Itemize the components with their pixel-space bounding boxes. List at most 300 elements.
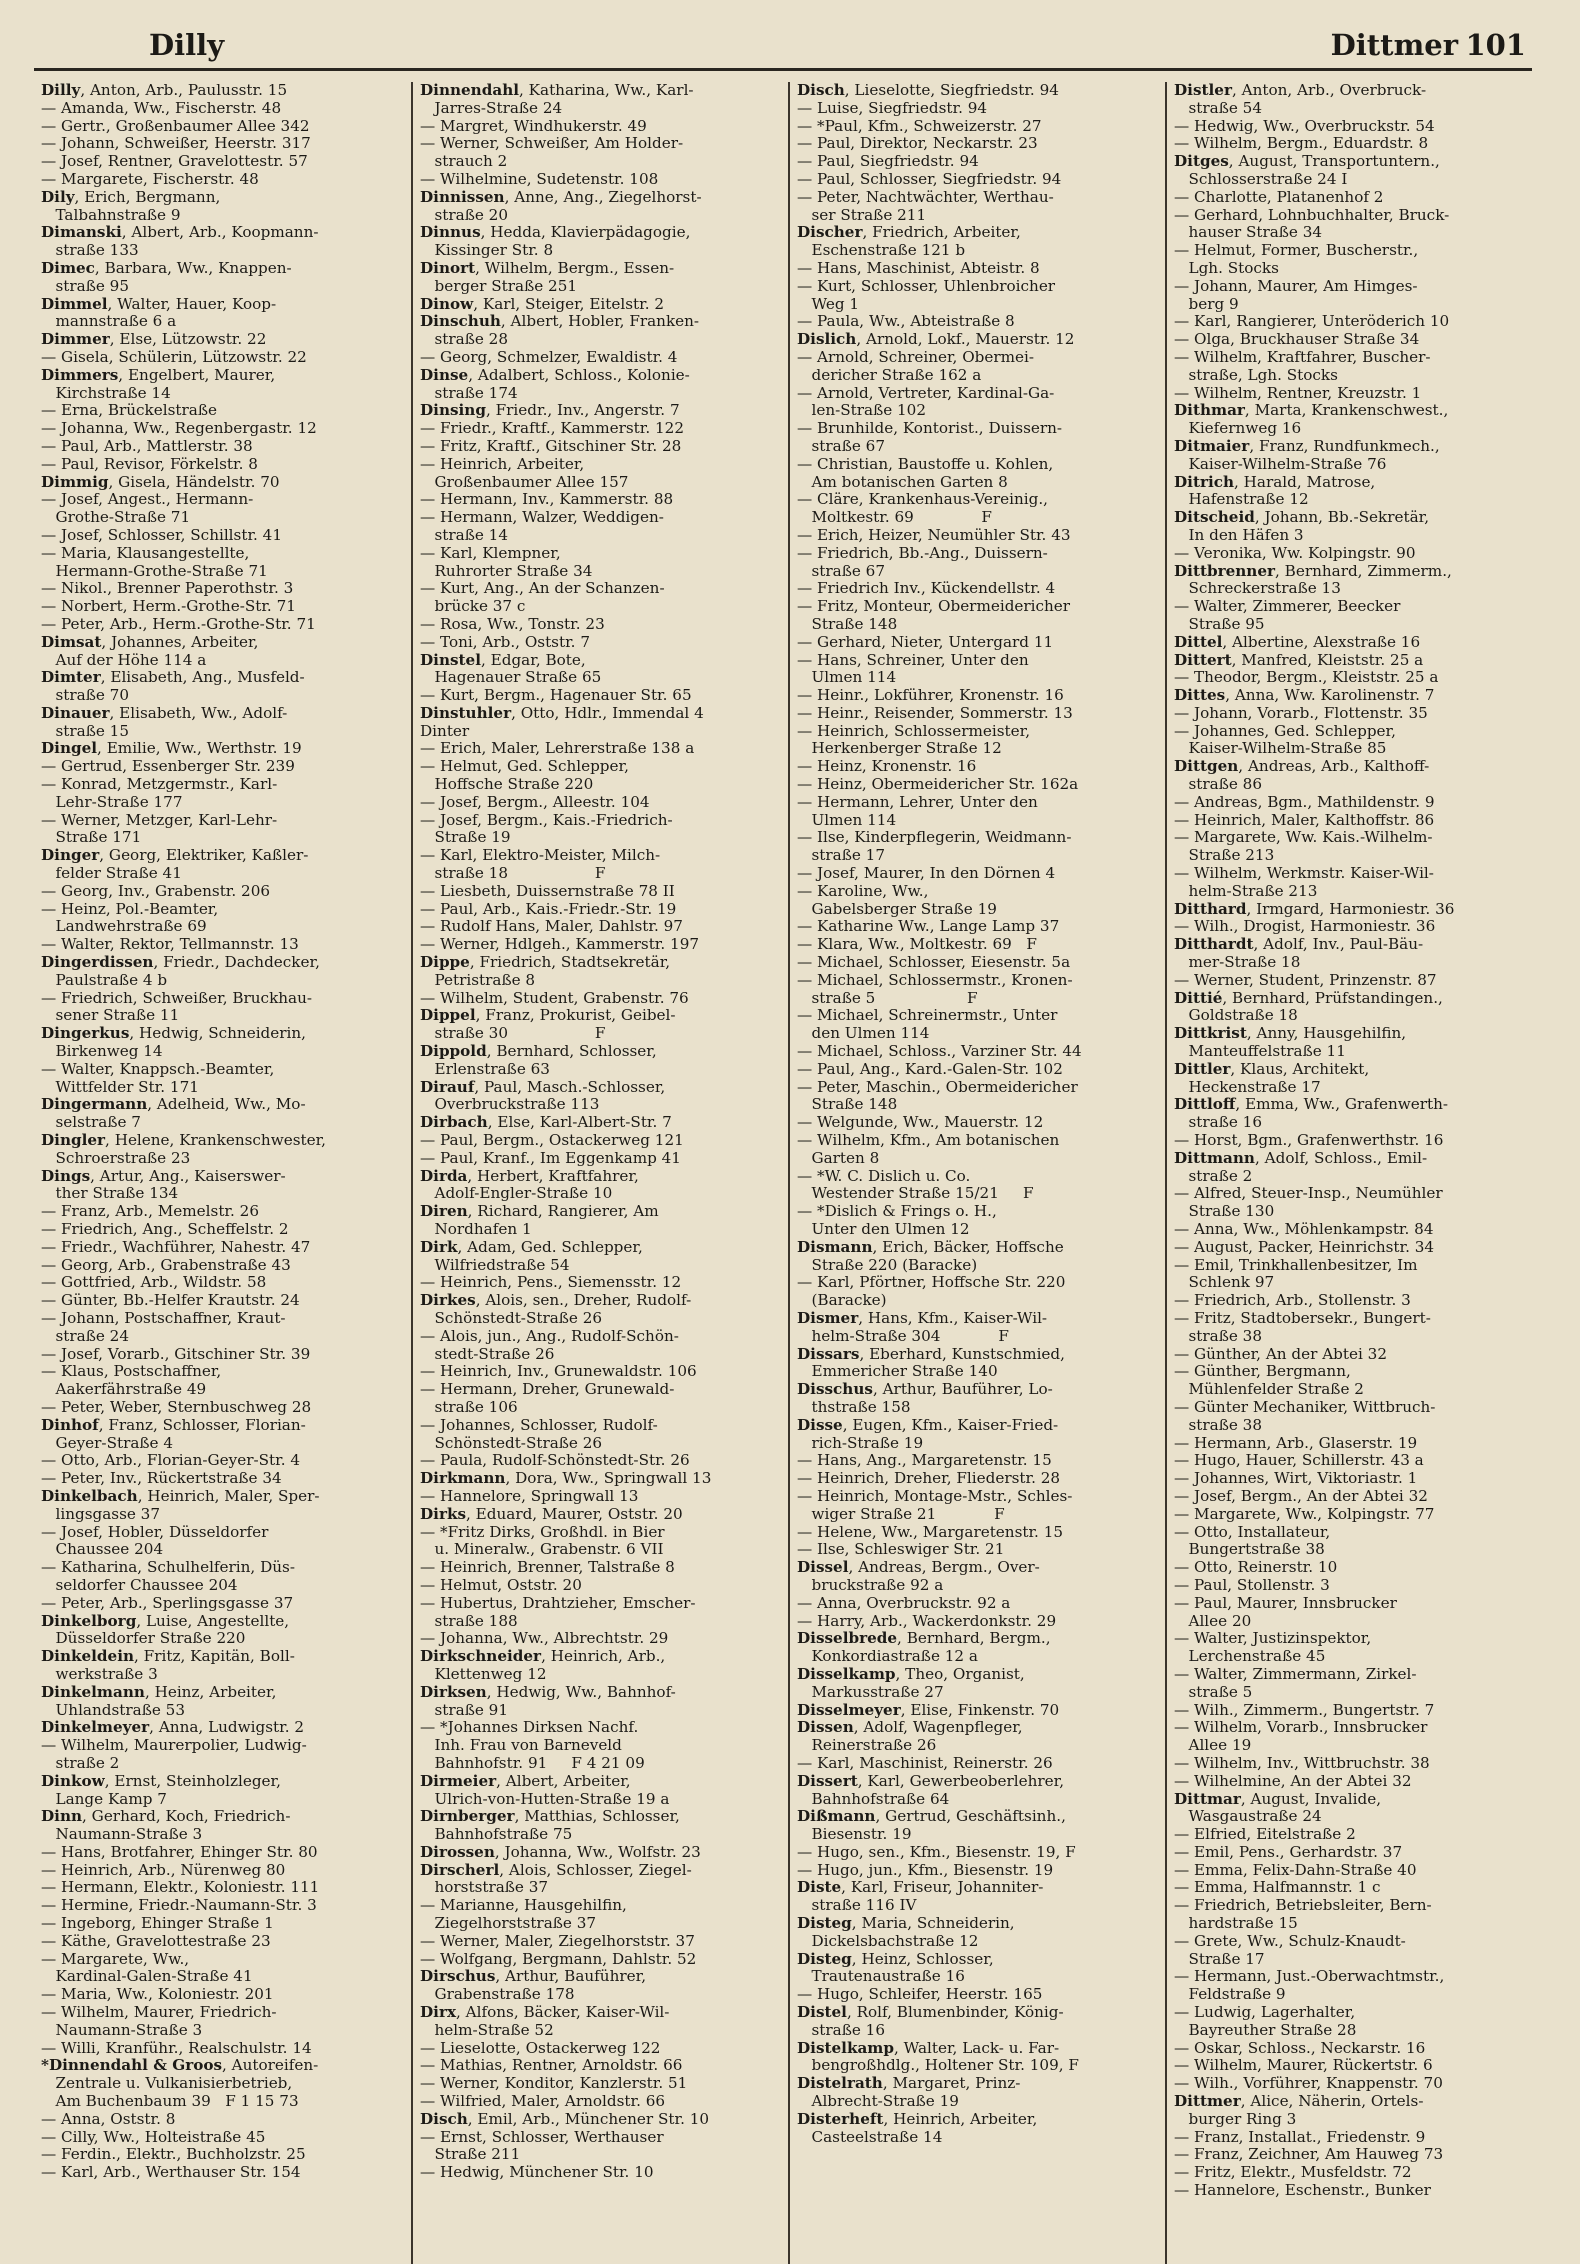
entry-line: Dislich, Arnold, Lokf., Mauerstr. 12: [797, 330, 1075, 349]
entry-line: — Friedrich, Schweißer, Bruckhau-: [41, 988, 313, 1007]
entry-line: — Karl, Elektro-Meister, Milch-: [420, 846, 661, 865]
entry-line: — Heinrich, Brenner, Talstraße 8: [420, 1558, 675, 1577]
entry-line: Disselmeyer, Elise, Finkenstr. 70: [797, 1700, 1060, 1719]
entry-line: Düsseldorfer Straße 220: [41, 1629, 246, 1648]
entry-line: hardstraße 15: [1174, 1914, 1298, 1933]
entry-line: Dittloff, Emma, Ww., Grafenwerth-: [1174, 1095, 1448, 1114]
entry-line: Allee 20: [1174, 1611, 1252, 1630]
entry-line: — Günther, An der Abtei 32: [1174, 1344, 1387, 1363]
entry-line: — Paul, Direktor, Neckarstr. 23: [797, 134, 1038, 153]
entry-line: Dinhof, Franz, Schlosser, Florian-: [41, 1415, 306, 1434]
entry-line: mannstraße 6 a: [41, 312, 177, 331]
entry-line: — Wilhelm, Vorarb., Innsbrucker: [1174, 1718, 1428, 1737]
entry-line: — Helmut, Former, Buscherstr.,: [1174, 241, 1419, 260]
entry-line: Dissert, Karl, Gewerbeoberlehrer,: [797, 1771, 1065, 1790]
entry-line: Ziegelhorststraße 37: [420, 1914, 597, 1933]
entry-line: — Josef, Angest., Hermann-: [41, 490, 254, 509]
entry-line: — Hermann, Inv., Kammerstr. 88: [420, 490, 674, 509]
entry-line: — Hermann, Dreher, Grunewald-: [420, 1380, 675, 1399]
entry-line: Dirkmann, Dora, Ww., Springwall 13: [420, 1469, 712, 1488]
entry-line: Ditscheid, Johann, Bb.-Sekretär,: [1174, 508, 1430, 527]
entry-line: — Heinrich, Schlossermeister,: [797, 721, 1031, 740]
entry-line: Distelrath, Margaret, Prinz-: [797, 2074, 1021, 2093]
entry-line: — Hedwig, Münchener Str. 10: [420, 2163, 654, 2182]
entry-line: — Heinrich, Inv., Grunewaldstr. 106: [420, 1362, 697, 1381]
entry-line: Dissel, Andreas, Bergm., Over-: [797, 1558, 1040, 1577]
entry-line: Petristraße 8: [420, 970, 536, 989]
entry-line: — Margarete, Ww. Kais.-Wilhelm-: [1174, 828, 1433, 847]
entry-line: Am Buchenbaum 39 F 1 15 73: [41, 2092, 299, 2111]
entry-line: — Günter, Bb.-Helfer Krautstr. 24: [41, 1291, 300, 1310]
entry-line: — Wilhelm, Student, Grabenstr. 76: [420, 988, 689, 1007]
entry-line: — Friedrich, Arb., Stollenstr. 3: [1174, 1291, 1411, 1310]
entry-line: Mühlenfelder Straße 2: [1174, 1380, 1364, 1399]
entry-line: — Johanna, Ww., Albrechtstr. 29: [420, 1629, 669, 1648]
entry-line: lingsgasse 37: [41, 1504, 161, 1523]
entry-line: Straße 220 (Baracke): [797, 1255, 978, 1274]
entry-line: — Johannes, Wirt, Viktoriastr. 1: [1174, 1469, 1418, 1488]
entry-line: — Werner, Konditor, Kanzlerstr. 51: [420, 2074, 688, 2093]
entry-line: — Hugo, sen., Kfm., Biesenstr. 19, F: [797, 1842, 1076, 1861]
entry-line: — Johann, Postschaffner, Kraut-: [41, 1308, 286, 1327]
entry-line: Straße 211: [420, 2145, 521, 2164]
entry-line: — Mathias, Rentner, Arnoldstr. 66: [420, 2056, 683, 2075]
entry-line: — Karl, Pförtner, Hoffsche Str. 220: [797, 1273, 1066, 1292]
entry-line: Weg 1: [797, 294, 860, 313]
entry-line: — Johann, Schweißer, Heerstr. 317: [41, 134, 311, 153]
entry-line: — Emil, Pens., Gerhardstr. 37: [1174, 1842, 1403, 1861]
entry-line: — Willi, Kranführ., Realschulstr. 14: [41, 2038, 312, 2057]
entry-line: — Kurt, Ang., An der Schanzen-: [420, 579, 665, 598]
entry-line: Dittel, Albertine, Alexstraße 16: [1174, 632, 1421, 651]
entry-line: (Baracke): [797, 1291, 887, 1310]
entry-line: straße 91: [420, 1700, 508, 1719]
entry-line: Gabelsberger Straße 19: [797, 899, 997, 918]
entry-line: Dittmann, Adolf, Schloss., Emil-: [1174, 1148, 1428, 1167]
entry-line: — Ingeborg, Ehinger Straße 1: [41, 1914, 274, 1933]
entry-line: — Hans, Maschinist, Abteistr. 8: [797, 258, 1040, 277]
entry-line: Manteuffelstraße 11: [1174, 1042, 1346, 1061]
entry-line: — Hans, Ang., Margaretenstr. 15: [797, 1451, 1052, 1470]
entry-line: — Werner, Metzger, Karl-Lehr-: [41, 810, 278, 829]
entry-line: — Hubertus, Drahtzieher, Emscher-: [420, 1593, 696, 1612]
entry-line: berger Straße 251: [420, 276, 578, 295]
entry-line: — Wilhelmine, An der Abtei 32: [1174, 1771, 1412, 1790]
entry-line: — Margret, Windhukerstr. 49: [420, 116, 647, 135]
entry-line: Ruhrorter Straße 34: [420, 561, 593, 580]
entry-line: Hafenstraße 12: [1174, 490, 1309, 509]
entry-line: Klettenweg 12: [420, 1664, 547, 1683]
entry-line: — Helmut, Oststr. 20: [420, 1575, 582, 1594]
entry-line: Dingler, Helene, Krankenschwester,: [41, 1131, 326, 1150]
entry-line: — Gisela, Schülerin, Lützowstr. 22: [41, 347, 307, 366]
entry-line: len-Straße 102: [797, 401, 927, 420]
entry-line: — Hugo, Schleifer, Heerstr. 165: [797, 1985, 1043, 2004]
entry-line: — Gottfried, Arb., Wildstr. 58: [41, 1273, 267, 1292]
entry-line: Dirossen, Johanna, Ww., Wolfstr. 23: [420, 1842, 701, 1861]
column-1: [34, 82, 411, 2264]
entry-line: — Fritz, Elektr., Musfeldstr. 72: [1174, 2163, 1412, 2182]
entry-line: — Erich, Heizer, Neumühler Str. 43: [797, 525, 1071, 544]
entry-line: — Werner, Maler, Ziegelhorststr. 37: [420, 1931, 695, 1950]
entry-line: stedt-Straße 26: [420, 1344, 555, 1363]
entry-line: — Heinz, Pol.-Beamter,: [41, 899, 219, 918]
entry-line: straße 30 F: [420, 1024, 606, 1043]
entry-line: Grothe-Straße 71: [41, 508, 191, 527]
entry-line: — Paul, Bergm., Ostackerweg 121: [420, 1131, 684, 1150]
entry-line: — Josef, Bergm., Alleestr. 104: [420, 792, 650, 811]
entry-line: — Peter, Inv., Rückertstraße 34: [41, 1469, 282, 1488]
entry-line: — Wilhelm, Bergm., Eduardstr. 8: [1174, 134, 1429, 153]
entry-line: straße 17: [797, 846, 885, 865]
entry-line: Distelkamp, Walter, Lack- u. Far-: [797, 2038, 1060, 2057]
entry-line: Dingel, Emilie, Ww., Werthstr. 19: [41, 739, 302, 758]
entry-line: — Wilh., Zimmerm., Bungertstr. 7: [1174, 1700, 1435, 1719]
entry-line: Lgh. Stocks: [1174, 258, 1279, 277]
entry-line: Westender Straße 15/21 F: [797, 1184, 1034, 1203]
entry-line: Landwehrstraße 69: [41, 917, 207, 936]
entry-line: — Franz, Arb., Memelstr. 26: [41, 1202, 259, 1221]
entry-line: Kirchstraße 14: [41, 383, 171, 402]
entry-line: Dinter: [420, 721, 470, 740]
entry-line: bengroßhdlg., Holtener Str. 109, F: [797, 2056, 1079, 2075]
entry-line: — Margarete, Ww.,: [41, 1949, 190, 1968]
entry-line: brücke 37 c: [420, 597, 526, 616]
entry-line: Dinnus, Hedda, Klavierpädagogie,: [420, 223, 691, 242]
entry-line: — Josef, Schlosser, Schillstr. 41: [41, 525, 283, 544]
entry-line: — Veronika, Ww. Kolpingstr. 90: [1174, 543, 1416, 562]
entry-line: — Johann, Vorarb., Flottenstr. 35: [1174, 703, 1428, 722]
entry-line: — Paula, Ww., Abteistraße 8: [797, 312, 1015, 331]
entry-line: — Hugo, Hauer, Schillerstr. 43 a: [1174, 1451, 1424, 1470]
entry-line: Straße 171: [41, 828, 142, 847]
entry-line: Goldstraße 18: [1174, 1006, 1298, 1025]
entry-line: Hoffsche Straße 220: [420, 775, 594, 794]
entry-line: — Heinrich, Arb., Nürenweg 80: [41, 1860, 286, 1879]
entry-line: — Klaus, Postschaffner,: [41, 1362, 222, 1381]
entry-line: werkstraße 3: [41, 1664, 158, 1683]
entry-line: Ditthardt, Adolf, Inv., Paul-Bäu-: [1174, 935, 1424, 954]
entry-line: — Wilh., Drogist, Harmoniestr. 36: [1174, 917, 1436, 936]
entry-line: — Hermann, Walzer, Weddigen-: [420, 508, 664, 527]
entry-line: — Paul, Schlosser, Siegfriedstr. 94: [797, 169, 1062, 188]
entry-line: *Dinnendahl & Groos, Autoreifen-: [41, 2056, 319, 2075]
entry-line: — Walter, Zimmerer, Beecker: [1174, 597, 1401, 616]
entry-line: Diren, Richard, Rangierer, Am: [420, 1202, 659, 1221]
entry-line: — Ilse, Kinderpflegerin, Weidmann-: [797, 828, 1072, 847]
entry-line: — Walter, Zimmermann, Zirkel-: [1174, 1664, 1417, 1683]
entry-line: straße 86: [1174, 775, 1262, 794]
entry-line: — *Fritz Dirks, Großhdl. in Bier: [420, 1522, 665, 1541]
entry-line: Hagenauer Straße 65: [420, 668, 602, 687]
entry-line: — Hannelore, Eschenstr., Bunker: [1174, 2181, 1431, 2200]
entry-line: Zentrale u. Vulkanisierbetrieb,: [41, 2074, 293, 2093]
entry-line: straße 70: [41, 686, 129, 705]
entry-line: — Fritz, Stadtobersekr., Bungert-: [1174, 1308, 1431, 1327]
entry-line: Dinstuhler, Otto, Hdlr., Immendal 4: [420, 703, 704, 722]
entry-line: — Theodor, Bergm., Kleiststr. 25 a: [1174, 668, 1439, 687]
entry-line: — Heinrich, Pens., Siemensstr. 12: [420, 1273, 682, 1292]
entry-line: Ditmaier, Franz, Rundfunkmech.,: [1174, 436, 1440, 455]
entry-line: Hermann-Grothe-Straße 71: [41, 561, 268, 580]
entry-line: — Karl, Maschinist, Reinerstr. 26: [797, 1753, 1053, 1772]
entry-line: — Josef, Hobler, Düsseldorfer: [41, 1522, 269, 1541]
entry-line: — Heinz, Obermeidericher Str. 162a: [797, 775, 1079, 794]
entry-line: Herkenberger Straße 12: [797, 739, 1002, 758]
entry-line: — Georg, Inv., Grabenstr. 206: [41, 881, 271, 900]
entry-line: Dilly, Anton, Arb., Paulusstr. 15: [41, 82, 288, 99]
entry-line: Dirschus, Arthur, Bauführer,: [420, 1967, 647, 1986]
entry-line: — Peter, Maschin., Obermeidericher: [797, 1077, 1078, 1096]
entry-line: helm-Straße 213: [1174, 881, 1318, 900]
entry-line: Straße 148: [797, 614, 898, 633]
entry-line: Dirnberger, Matthias, Schlosser,: [420, 1807, 680, 1826]
entry-line: — Friedrich, Betriebsleiter, Bern-: [1174, 1896, 1432, 1915]
entry-line: Dinort, Wilhelm, Bergm., Essen-: [420, 258, 675, 277]
entry-line: — Emma, Halfmannstr. 1 c: [1174, 1878, 1381, 1897]
entry-line: — Gerhard, Lohnbuchhalter, Bruck-: [1174, 205, 1450, 224]
entry-line: Kiefernweg 16: [1174, 419, 1302, 438]
entry-line: — Hermann, Just.-Oberwachtmstr.,: [1174, 1967, 1445, 1986]
entry-line: — Karl, Rangierer, Unteröderich 10: [1174, 312, 1450, 331]
entry-line: Dimter, Elisabeth, Ang., Musfeld-: [41, 668, 305, 687]
entry-line: — Otto, Installateur,: [1174, 1522, 1331, 1541]
entry-line: Dirmeier, Albert, Arbeiter,: [420, 1771, 631, 1790]
entry-line: — Ludwig, Lagerhalter,: [1174, 2003, 1356, 2022]
entry-line: straße 18 F: [420, 864, 606, 883]
entry-line: Dinse, Adalbert, Schloss., Kolonie-: [420, 365, 690, 384]
entry-line: — Hugo, jun., Kfm., Biesenstr. 19: [797, 1860, 1054, 1879]
entry-line: burger Ring 3: [1174, 2109, 1297, 2128]
entry-line: straße 67: [797, 436, 885, 455]
entry-line: Bahnhofstr. 91 F 4 21 09: [420, 1753, 645, 1772]
entry-line: straße 16: [797, 2020, 885, 2039]
entry-line: Disteg, Heinz, Schlosser,: [797, 1949, 994, 1968]
entry-line: Distel, Rolf, Blumenbinder, König-: [797, 2003, 1064, 2022]
entry-line: thstraße 158: [797, 1397, 911, 1416]
entry-line: Dinstel, Edgar, Bote,: [420, 650, 586, 669]
entry-line: Lerchenstraße 45: [1174, 1647, 1326, 1666]
entry-line: — *W. C. Dislich u. Co.: [797, 1166, 971, 1185]
entry-line: Großenbaumer Allee 157: [420, 472, 629, 491]
entry-line: — August, Packer, Heinrichstr. 34: [1174, 1237, 1435, 1256]
entry-line: — Karl, Arb., Werthauser Str. 154: [41, 2163, 301, 2182]
entry-line: Distler, Anton, Arb., Overbruck-: [1174, 82, 1427, 99]
entry-line: Dittler, Klaus, Architekt,: [1174, 1059, 1370, 1078]
entry-line: — Christian, Baustoffe u. Kohlen,: [797, 454, 1054, 473]
entry-line: Disse, Eugen, Kfm., Kaiser-Fried-: [797, 1415, 1059, 1434]
entry-line: — Hans, Schreiner, Unter den: [797, 650, 1029, 669]
entry-line: — *Paul, Kfm., Schweizerstr. 27: [797, 116, 1042, 135]
entry-line: Disch, Lieselotte, Siegfriedstr. 94: [797, 82, 1059, 99]
entry-line: Allee 19: [1174, 1736, 1252, 1755]
entry-line: — Johannes, Ged. Schlepper,: [1174, 721, 1396, 740]
entry-line: Casteelstraße 14: [797, 2127, 943, 2146]
entry-line: Straße 148: [797, 1095, 898, 1114]
entry-line: Ditthard, Irmgard, Harmoniestr. 36: [1174, 899, 1455, 918]
entry-line: Ditrich, Harald, Matrose,: [1174, 472, 1376, 491]
entry-line: — Paul, Ang., Kard.-Galen-Str. 102: [797, 1059, 1063, 1078]
entry-line: — Hermann, Arb., Glaserstr. 19: [1174, 1433, 1418, 1452]
entry-line: Disteg, Maria, Schneiderin,: [797, 1914, 1015, 1933]
entry-line: Kaiser-Wilhelm-Straße 76: [1174, 454, 1387, 473]
entry-line: — Walter, Rektor, Tellmannstr. 13: [41, 935, 299, 954]
entry-line: selstraße 7: [41, 1113, 141, 1132]
entry-line: — Michael, Schreinermstr., Unter: [797, 1006, 1058, 1025]
entry-line: straße 116 IV: [797, 1896, 917, 1915]
entry-line: Kaiser-Wilhelm-Straße 85: [1174, 739, 1387, 758]
entry-line: — Marianne, Hausgehilfin,: [420, 1896, 627, 1915]
entry-line: Dily, Erich, Bergmann,: [41, 187, 221, 206]
entry-line: Straße 19: [420, 828, 511, 847]
entry-line: Adolf-Engler-Straße 10: [420, 1184, 613, 1203]
entry-line: sener Straße 11: [41, 1006, 180, 1025]
entry-line: Markusstraße 27: [797, 1682, 944, 1701]
entry-line: Garten 8: [797, 1148, 880, 1167]
entry-line: — Maria, Klausangestellte,: [41, 543, 250, 562]
entry-line: straße 24: [41, 1326, 129, 1345]
entry-line: straße 5: [1174, 1682, 1253, 1701]
entry-line: Auf der Höhe 114 a: [41, 650, 207, 669]
entry-line: strauch 2: [420, 152, 508, 171]
entry-line: — Katharine Ww., Lange Lamp 37: [797, 917, 1060, 936]
entry-line: — Gertr., Großenbaumer Allee 342: [41, 116, 310, 135]
entry-line: — Rosa, Ww., Tonstr. 23: [420, 614, 605, 633]
entry-line: Dirscherl, Alois, Schlosser, Ziegel-: [420, 1860, 692, 1879]
entry-line: — Karl, Klempner,: [420, 543, 561, 562]
entry-line: straße 15: [41, 721, 129, 740]
entry-line: — Heinz, Kronenstr. 16: [797, 757, 977, 776]
entry-line: helm-Straße 304 F: [797, 1326, 1009, 1345]
entry-line: Moltkestr. 69 F: [797, 508, 992, 527]
column-3: [788, 82, 1165, 2264]
entry-line: straße 106: [420, 1397, 518, 1416]
entry-line: Schroerstraße 23: [41, 1148, 191, 1167]
entry-line: — Wilhelm, Inv., Wittbruchstr. 38: [1174, 1753, 1430, 1772]
entry-line: — Klara, Ww., Moltkestr. 69 F: [797, 935, 1037, 954]
entry-line: — Andreas, Bgm., Mathildenstr. 9: [1174, 792, 1435, 811]
entry-line: — Franz, Installat., Friedenstr. 9: [1174, 2127, 1426, 2146]
entry-line: — Walter, Knappsch.-Beamter,: [41, 1059, 275, 1078]
entry-line: Disschus, Arthur, Bauführer, Lo-: [797, 1380, 1053, 1399]
entry-line: berg 9: [1174, 294, 1239, 313]
entry-line: straße 20: [420, 205, 508, 224]
entry-line: Grabenstraße 178: [420, 1985, 575, 2004]
entry-line: — Fritz, Kraftf., Gitschiner Str. 28: [420, 436, 682, 455]
entry-line: Dings, Artur, Ang., Kaiserswer-: [41, 1166, 286, 1185]
entry-line: straße 14: [420, 525, 508, 544]
entry-line: Dirda, Herbert, Kraftfahrer,: [420, 1166, 639, 1185]
entry-line: Discher, Friedrich, Arbeiter,: [797, 223, 1021, 242]
entry-line: — Michael, Schlossermstr., Kronen-: [797, 970, 1073, 989]
entry-line: — Hannelore, Springwall 13: [420, 1486, 639, 1505]
entry-line: — Hans, Brotfahrer, Ehinger Str. 80: [41, 1842, 318, 1861]
entry-line: Biesenstr. 19: [797, 1825, 912, 1844]
entry-line: — Paul, Siegfriedstr. 94: [797, 152, 979, 171]
entry-line: Dinschuh, Albert, Hobler, Franken-: [420, 312, 700, 331]
entry-line: Dittbrenner, Bernhard, Zimmerm.,: [1174, 561, 1452, 580]
entry-line: Ditges, August, Transportuntern.,: [1174, 152, 1440, 171]
entry-line: — Wilhelm, Werkmstr. Kaiser-Wil-: [1174, 864, 1434, 883]
entry-line: straße 174: [420, 383, 518, 402]
entry-line: — Käthe, Gravelottestraße 23: [41, 1931, 271, 1950]
entry-line: straße 38: [1174, 1326, 1262, 1345]
entry-line: Uhlandstraße 53: [41, 1700, 185, 1719]
entry-line: mer-Straße 18: [1174, 953, 1301, 972]
entry-line: Aakerfährstraße 49: [41, 1380, 207, 1399]
entry-line: Dinger, Georg, Elektriker, Kaßler-: [41, 846, 309, 865]
entry-line: Schlosserstraße 24 I: [1174, 169, 1348, 188]
entry-line: Dinsing, Friedr., Inv., Angerstr. 7: [420, 401, 680, 420]
entry-line: — Wilhelm, Maurer, Rückertstr. 6: [1174, 2056, 1433, 2075]
entry-line: — Heinr., Reisender, Sommerstr. 13: [797, 703, 1073, 722]
entry-line: — Friedrich, Bb.-Ang., Duissern-: [797, 543, 1048, 562]
entry-line: — Heinrich, Montage-Mstr., Schles-: [797, 1486, 1073, 1505]
entry-line: Dinkelborg, Luise, Angestellte,: [41, 1611, 290, 1630]
entry-line: Dinkeldein, Fritz, Kapitän, Boll-: [41, 1647, 295, 1666]
entry-line: — Brunhilde, Kontorist., Duissern-: [797, 419, 1063, 438]
entry-line: Bahnhofstraße 75: [420, 1825, 573, 1844]
entry-line: Schlenk 97: [1174, 1273, 1275, 1292]
entry-line: Dißmann, Gertrud, Geschäftsinh.,: [797, 1807, 1066, 1826]
entry-line: — Josef, Vorarb., Gitschiner Str. 39: [41, 1344, 311, 1363]
entry-line: Nordhafen 1: [420, 1220, 532, 1238]
entry-line: straße 38: [1174, 1415, 1262, 1434]
entry-line: — Alfred, Steuer-Insp., Neumühler: [1174, 1184, 1443, 1203]
entry-line: Dimmer, Else, Lützowstr. 22: [41, 330, 267, 349]
entry-line: hauser Straße 34: [1174, 223, 1323, 242]
entry-line: Disterheft, Heinrich, Arbeiter,: [797, 2109, 1038, 2128]
entry-line: — Heinrich, Arbeiter,: [420, 454, 585, 473]
entry-line: Dirauf, Paul, Masch.-Schlosser,: [420, 1077, 666, 1096]
entry-line: — Wilh., Vorführer, Knappenstr. 70: [1174, 2074, 1443, 2093]
entry-line: Straße 17: [1174, 1949, 1265, 1968]
entry-line: — Margarete, Fischerstr. 48: [41, 169, 259, 188]
entry-line: — Friedr., Kraftf., Kammerstr. 122: [420, 419, 684, 438]
entry-line: Dinkow, Ernst, Steinholzleger,: [41, 1771, 281, 1790]
entry-line: Am botanischen Garten 8: [797, 472, 1008, 491]
entry-line: — Emil, Trinkhallenbesitzer, Im: [1174, 1255, 1418, 1274]
entry-line: Dittmar, August, Invalide,: [1174, 1789, 1382, 1808]
entry-line: — Gerhard, Nieter, Untergard 11: [797, 632, 1054, 651]
entry-line: — Georg, Schmelzer, Ewaldistr. 4: [420, 347, 678, 366]
entry-line: straße 54: [1174, 98, 1262, 117]
column-4: [1165, 82, 1542, 2264]
entry-line: — Wilhelmine, Sudetenstr. 108: [420, 169, 659, 188]
entry-line: — Toni, Arb., Oststr. 7: [420, 632, 590, 651]
entry-line: Dittmer, Alice, Näherin, Ortels-: [1174, 2092, 1424, 2111]
entry-line: In den Häfen 3: [1174, 525, 1304, 544]
entry-line: Dippold, Bernhard, Schlosser,: [420, 1042, 657, 1061]
entry-line: straße 5 F: [797, 988, 978, 1007]
entry-line: — Friedrich Inv., Kückendellstr. 4: [797, 579, 1056, 598]
entry-line: Dirkes, Alois, sen., Dreher, Rudolf-: [420, 1291, 692, 1310]
entry-line: — Günther, Bergmann,: [1174, 1362, 1351, 1381]
entry-line: — Erna, Brückelstraße: [41, 401, 217, 420]
entry-line: Dittgen, Andreas, Arb., Kalthoff-: [1174, 757, 1430, 776]
entry-line: Talbahnstraße 9: [41, 205, 181, 224]
entry-line: — Welgunde, Ww., Mauerstr. 12: [797, 1113, 1044, 1132]
entry-line: dericher Straße 162 a: [797, 365, 982, 384]
entry-line: — Hermann, Lehrer, Unter den: [797, 792, 1038, 811]
entry-line: — Anna, Overbruckstr. 92 a: [797, 1593, 1011, 1612]
header-right: Dittmer: [1330, 28, 1458, 62]
entry-line: — Heinrich, Maler, Kalthoffstr. 86: [1174, 810, 1435, 829]
entry-line: — Walter, Justizinspektor,: [1174, 1629, 1372, 1648]
entry-line: — Paul, Maurer, Innsbrucker: [1174, 1593, 1397, 1612]
entry-line: Dirkschneider, Heinrich, Arb.,: [420, 1647, 666, 1666]
entry-line: Jarres-Straße 24: [420, 98, 563, 117]
